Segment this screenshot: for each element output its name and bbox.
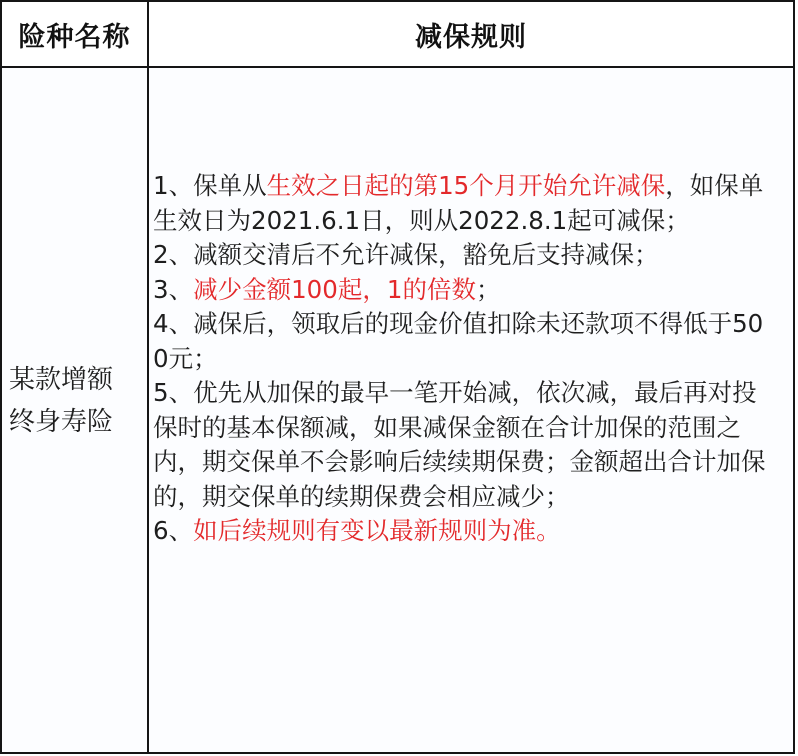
rule-number: 4、 bbox=[153, 309, 194, 338]
insurance-name bbox=[9, 359, 129, 443]
rule-item-5 bbox=[153, 376, 777, 514]
header-insurance-name-label: 险种名称 bbox=[18, 21, 131, 53]
rule-number: 6、 bbox=[153, 516, 194, 545]
rule-number: 1、 bbox=[153, 171, 194, 200]
insurance-name-line: 终身寿险 bbox=[9, 407, 114, 437]
rule-highlight-text: 减少金额100起，1的倍数 bbox=[193, 274, 476, 304]
rule-item-6 bbox=[153, 514, 777, 549]
header-insurance-name bbox=[2, 2, 147, 66]
rule-highlight-text: 如后续规则有变以最新规则为准。 bbox=[193, 516, 561, 545]
rule-highlight-text: 生效之日起的第15个月开始允许减保 bbox=[266, 171, 666, 200]
rule-number: 5、 bbox=[153, 378, 194, 407]
rule-item-1 bbox=[153, 169, 777, 238]
rule-text: 优先从加保的最早一笔开始减，依次减，最后再对投保时的基本保额减，如果减保金额在合计加保的范围之内，期交保单不会影响后续续期保费；金额超出合计加保的，期交保单的续期保费会相应减少； bbox=[153, 378, 766, 511]
rule-item-3 bbox=[153, 273, 777, 308]
rule-text: ； bbox=[475, 274, 501, 304]
rule-text: 减保后，领取后的现金价值扣除未还款项不得低于500元； bbox=[153, 309, 764, 373]
reduction-rules-cell bbox=[149, 68, 793, 752]
header-reduction-rules-label: 减保规则 bbox=[415, 21, 527, 53]
rule-number: 2、 bbox=[153, 240, 194, 269]
rule-number: 3、 bbox=[153, 274, 194, 304]
rule-item-2 bbox=[153, 238, 777, 273]
insurance-name-cell bbox=[2, 68, 147, 752]
rule-text: 保单从 bbox=[193, 171, 267, 200]
rules-list bbox=[153, 169, 777, 549]
insurance-name-line: 某款增额 bbox=[9, 365, 114, 395]
header-reduction-rules bbox=[149, 2, 793, 66]
rule-text: 减额交清后不允许减保，豁免后支持减保； bbox=[193, 240, 659, 269]
rule-item-4 bbox=[153, 307, 777, 376]
rule-text: ，如保单生效日为2021.6.1日，则从2022.8.1起可减保； bbox=[153, 171, 764, 235]
